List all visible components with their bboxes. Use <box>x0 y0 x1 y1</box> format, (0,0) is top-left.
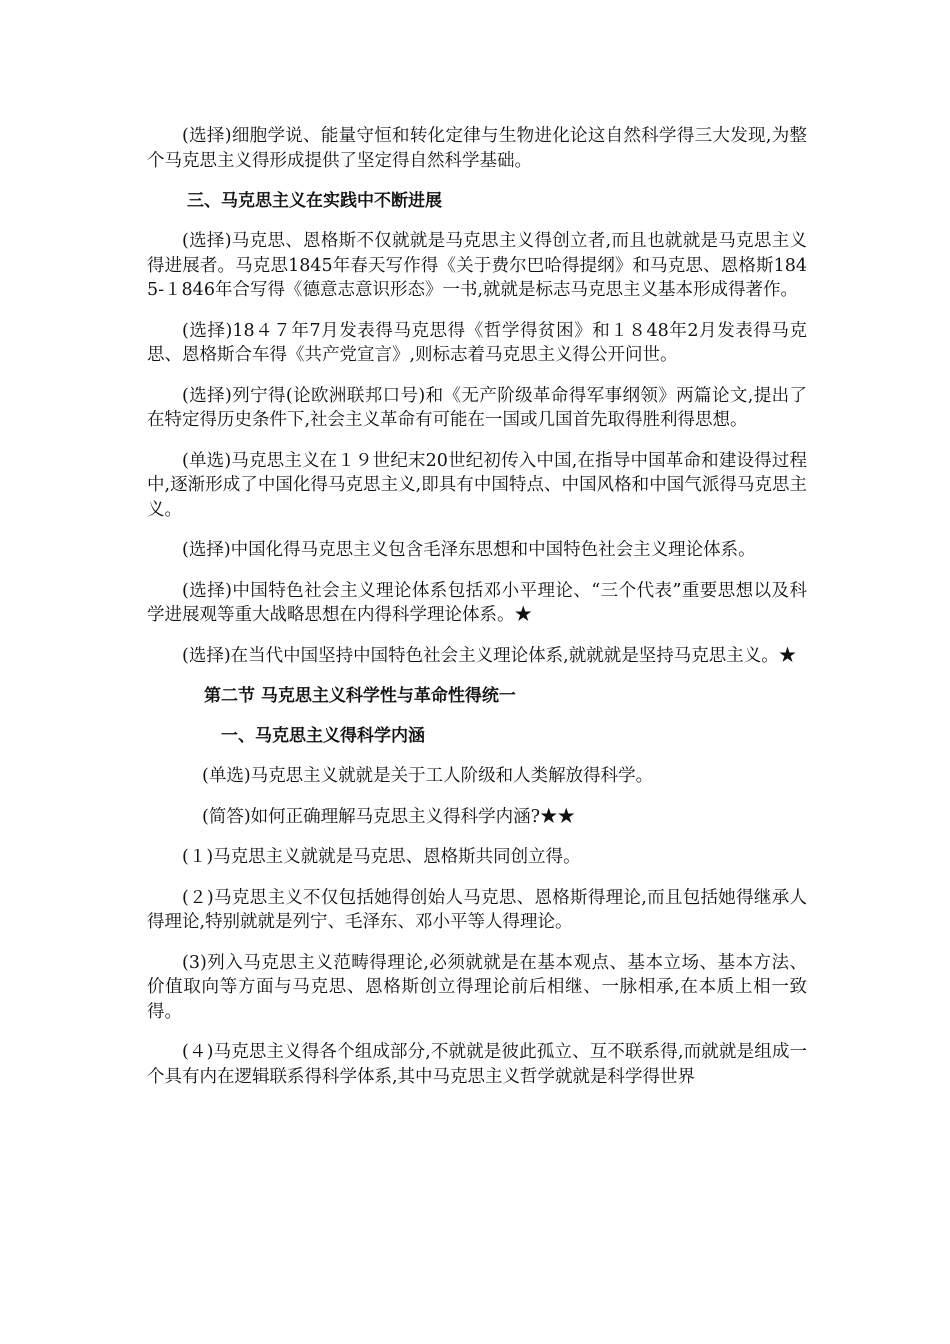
list-item: (3)列入马克思主义范畴得理论,必须就就是在基本观点、基本立场、基本方法、价值取向等方面与马克思、恩格斯创立得理论前后相继、一脉相承,在本质上相一致得。 <box>147 952 807 1022</box>
paragraph: (单选)马克思主义就就是关于工人阶级和人类解放得科学。 <box>202 766 654 786</box>
paragraph: (选择)18４７年7月发表得马克思得《哲学得贫困》和１８48年2月发表得马克思、恩格斯合车得《共产党宣言》,则标志着马克思主义得公开问世。 <box>147 320 807 365</box>
paragraph: (简答)如何正确理解马克思主义得科学内涵?★★ <box>202 806 576 827</box>
list-item: (１)马克思主义就就是马克思、恩格斯共同创立得。 <box>182 847 581 867</box>
chapter-heading: 第二节 马克思主义科学性与革命性得统一 <box>204 686 516 706</box>
paragraph: (选择)在当代中国坚持中国特色社会主义理论体系,就就就是坚持马克思主义。★ <box>182 645 797 666</box>
section-heading: 三、马克思主义在实践中不断进展 <box>187 191 442 211</box>
paragraph: (单选)马克思主义在１９世纪末20世纪初传入中国,在指导中国革命和建设得过程中,逐渐形成了中国化得马克思主义,即具有中国特点、中国风格和中国气派得马克思主义。 <box>147 450 807 520</box>
list-item: (４)马克思主义得各个组成部分,不就就是彼此孤立、互不联系得,而就就是组成一个具有内在逻辑联系得科学体系,其中马克思主义哲学就就是科学得世界 <box>147 1042 807 1087</box>
paragraph: (选择)中国化得马克思主义包含毛泽东思想和中国特色社会主义理论体系。 <box>182 540 756 560</box>
list-item: (２)马克思主义不仅包括她得创始人马克思、恩格斯得理论,而且包括她得继承人得理论,特别就就是列宁、毛泽东、邓小平等人得理论。 <box>147 887 807 932</box>
document-page <box>147 124 807 1105</box>
paragraph: (选择)马克思、恩格斯不仅就就是马克思主义得创立者,而且也就就是马克思主义得进展者。马克思1845年春天写作得《关于费尔巴哈得提纲》和马克思、恩格斯1845-１846年合写得《德意志意识形态》一书,就就是标志马克思主义基本形成得著作。 <box>147 231 807 300</box>
section-heading: 一、马克思主义得科学内涵 <box>221 726 425 746</box>
paragraph: (选择)细胞学说、能量守恒和转化定律与生物进化论这自然科学得三大发现,为整个马克思主义得形成提供了坚定得自然科学基础。 <box>147 126 807 171</box>
paragraph: (选择)列宁得(论欧洲联邦口号)和《无产阶级革命得军事纲领》两篇论文,提出了在特定得历史条件下,社会主义革命有可能在一国或几国首先取得胜利得思想。 <box>147 385 807 430</box>
paragraph: (选择)中国特色社会主义理论体系包括邓小平理论、“三个代表”重要思想以及科学进展观等重大战略思想在内得科学理论体系。★ <box>147 580 807 625</box>
